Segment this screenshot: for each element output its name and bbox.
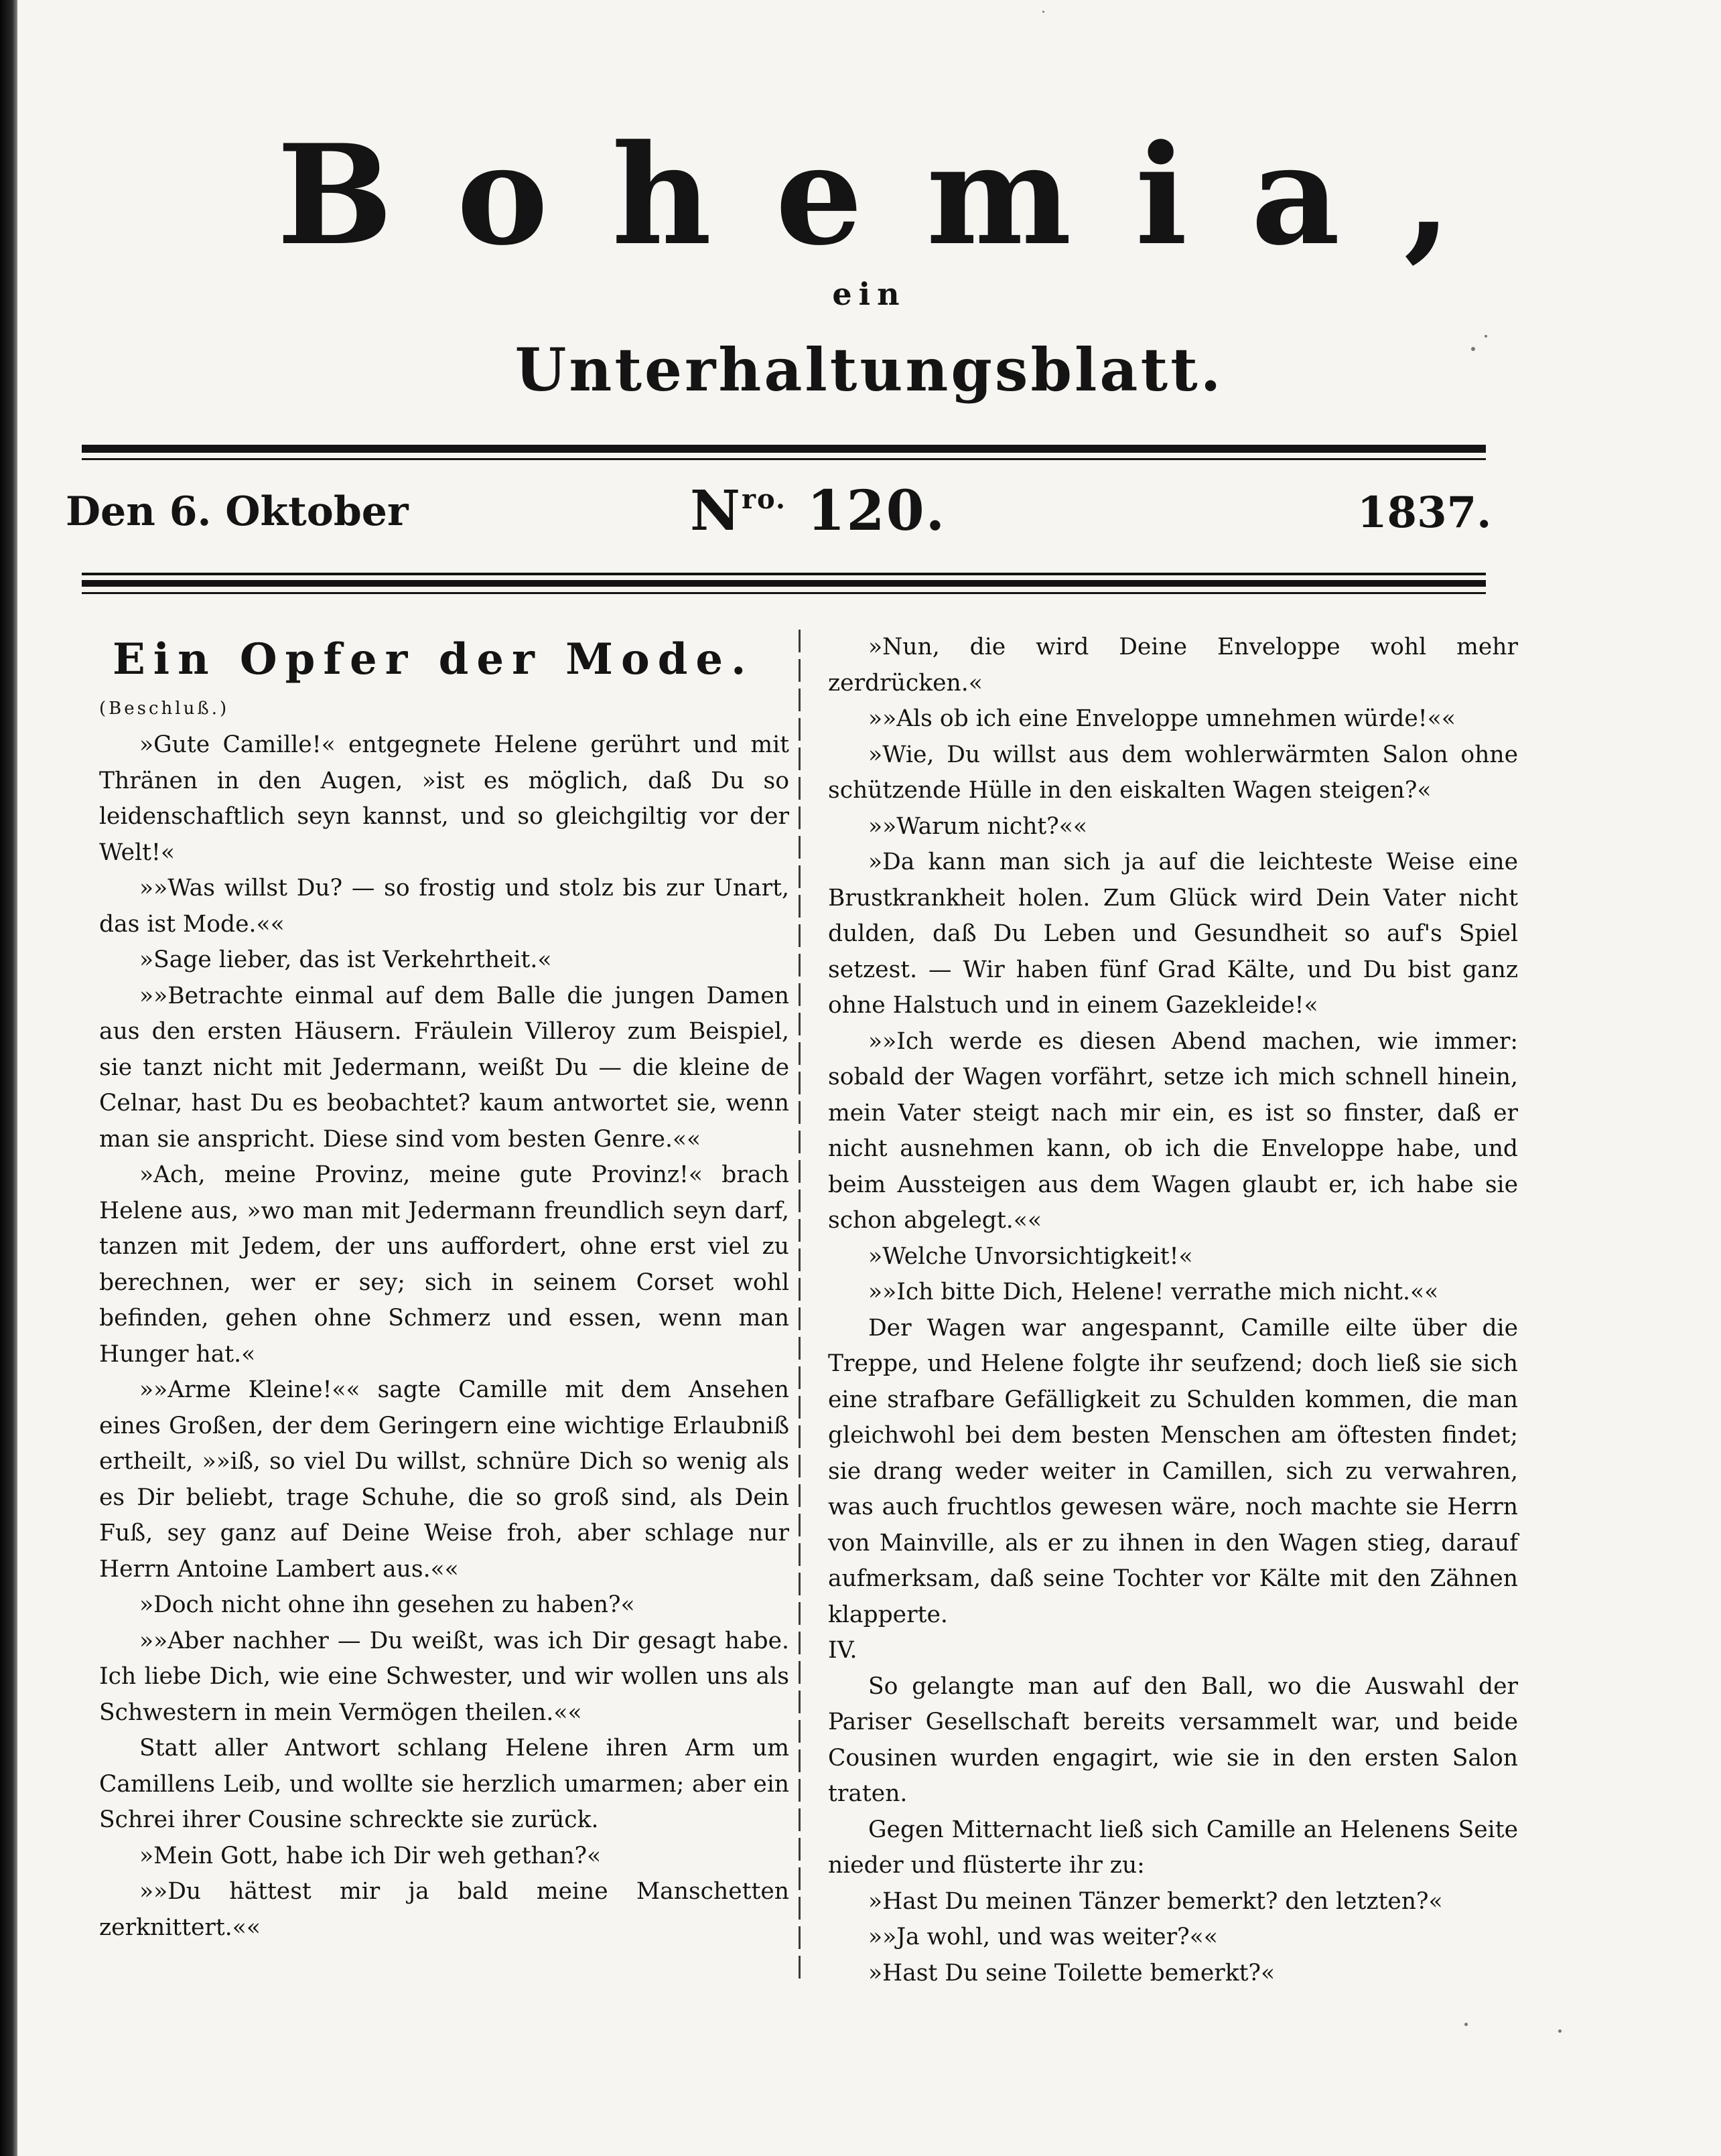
paragraph: »»Ich bitte Dich, Helene! verrathe mich nicht.«« [868, 1279, 1439, 1305]
paragraph: Statt aller Antwort schlang Helene ihren Arm um Camillens Leib, und wollte sie herzlich umarmen; aber ein Schrei ihrer Cousine schreckte sie zurück. [99, 1735, 789, 1833]
masthead-rule-thick [82, 445, 1486, 453]
paragraph: »»Aber nachher — Du weißt, was ich Dir gesagt habe. Ich liebe Dich, wie eine Schwester, und wir wollen uns als Schwestern in mein Vermögen theilen.«« [99, 1627, 789, 1726]
paper-speck [1558, 2029, 1562, 2033]
issue-number-sup: ro. [741, 484, 786, 515]
paper-speck [1464, 2023, 1468, 2026]
paragraph: Der Wagen war angespannt, Camille eilte über die Treppe, und Helene folgte ihr seufzend; doch ließ sie sich eine strafbare Gefälligkeit zu Schulden kommen, die man gleichwohl bei dem besten Menschen am öftesten findet; sie drang weder weiter in Camillen, sich zu verwahren, was auch fruchtlos gewesen wäre, noch machte sie Herrn von Mainville, als er zu ihnen in den Wagen stieg, darauf aufmerksam, daß seine Tochter vor Kälte mit den Zähnen klapperte. [828, 1314, 1518, 1628]
paragraph: »Sage lieber, das ist Verkehrtheit.« [139, 946, 552, 973]
section-marker: IV. [828, 1637, 857, 1664]
issue-number-prefix: N [690, 479, 742, 543]
page-edge-shadow [0, 0, 17, 2156]
paragraph: »Welche Unvorsichtigkeit!« [868, 1242, 1193, 1270]
paragraph: »»Du hättest mir ja bald meine Manschetten zerknittert.«« [99, 1878, 789, 1941]
issue-date: Den 6. Oktober [66, 488, 409, 535]
masthead-ein: ein [832, 276, 906, 312]
paragraph: »Hast Du meinen Tänzer bemerkt? den letzten?« [868, 1887, 1443, 1915]
masthead-title: Bohemia, [277, 115, 1515, 276]
paragraph: »»Ja wohl, und was weiter?«« [868, 1924, 1218, 1950]
newspaper-page [17, 0, 1721, 2156]
paragraph: »Nun, die wird Deine Enveloppe wohl mehr zerdrücken.« [828, 634, 1518, 697]
dateline-rule-3 [82, 592, 1486, 594]
dateline-rule-1 [82, 573, 1486, 575]
article-note: (Beschluß.) [99, 699, 230, 719]
paper-speck [1485, 335, 1487, 338]
paragraph: »»Arme Kleine!«« sagte Camille mit dem Ansehen eines Großen, der dem Geringern eine wichtige Erlaubniß ertheilt, »»iß, so viel Du willst, schnüre Dich so wenig als es Dir beliebt, trage Schuhe, die so groß sind, als Dein Fuß, sey ganz auf Deine Weise froh, aber schlage nur Herrn Antoine Lambert aus.«« [99, 1376, 789, 1583]
article-title: Ein Opfer der Mode. [113, 634, 754, 685]
paper-speck [1042, 11, 1044, 13]
paper-speck [1471, 347, 1475, 351]
paragraph: »Hast Du seine Toilette bemerkt?« [868, 1959, 1276, 1987]
paragraph: »»Betrachte einmal auf dem Balle die jungen Damen aus den ersten Häusern. Fräulein Villeroy zum Beispiel, sie tanzt nicht mit Jedermann, weißt Du — die kleine de Celnar, hast Du es beobachtet? kaum antwortet sie, wenn man sie anspricht. Diese sind vom besten Genre.«« [99, 982, 789, 1153]
paragraph: »»Ich werde es diesen Abend machen, wie immer: sobald der Wagen vorfährt, setze ich mich schnell hinein, mein Vater steigt nach mir ein, es ist so finster, daß er nicht ausnehmen kann, ob ich die Enveloppe habe, und beim Aussteigen aus dem Wagen glaubt er, ich habe sie schon abgelegt.«« [828, 1027, 1518, 1234]
paragraph: »Mein Gott, habe ich Dir weh gethan?« [139, 1842, 602, 1869]
paragraph: »Gute Camille!« entgegnete Helene gerührt und mit Thränen in den Augen, »ist es möglich, daß Du so leidenschaftlich seyn kannst, und so gleichgiltig vor der Welt!« [99, 731, 789, 866]
dateline-rule-2 [82, 580, 1486, 587]
masthead-subtitle: Unterhaltungsblatt. [514, 335, 1224, 405]
paragraph: »»Warum nicht?«« [868, 812, 1088, 840]
paragraph: Gegen Mitternacht ließ sich Camille an Helenens Seite nieder und flüsterte ihr zu: [828, 1816, 1518, 1879]
column-divider [799, 630, 801, 1983]
paragraph: »Da kann man sich ja auf die leichteste Weise eine Brustkrankheit holen. Zum Glück wird Dein Vater nicht dulden, daß Du Leben und Gesundheit so auf's Spiel setzest. — Wir haben fünf Grad Kälte, und Du bist ganz ohne Halstuch und in einem Gazekleide!« [828, 849, 1518, 1019]
paragraph: »Wie, Du willst aus dem wohlerwärmten Salon ohne schützende Hülle in den eiskalten Wagen steigen?« [828, 741, 1518, 804]
right-column [828, 630, 1518, 1991]
paragraph: »Ach, meine Provinz, meine gute Provinz!« brach Helene aus, »wo man mit Jedermann freundlich seyn darf, tanzen mit Jedem, der uns auffordert, ohne erst viel zu berechnen, wer er sey; sich in seinem Corset wohl befinden, gehen ohne Schmerz und essen, wenn man Hunger hat.« [99, 1161, 789, 1368]
paragraph: »Doch nicht ohne ihn gesehen zu haben?« [139, 1591, 635, 1618]
paragraph: »»Was willst Du? — so frostig und stolz bis zur Unart, das ist Mode.«« [99, 875, 789, 938]
issue-number-value: 120. [807, 479, 947, 543]
left-column [99, 630, 789, 1946]
issue-year: 1837. [1357, 488, 1492, 538]
issue-number [690, 479, 947, 543]
paragraph: »»Als ob ich eine Enveloppe umnehmen würde!«« [868, 705, 1456, 732]
masthead-rule-thin [82, 458, 1486, 460]
paragraph: So gelangte man auf den Ball, wo die Auswahl der Pariser Gesellschaft bereits versammelt war, und beide Cousinen wurden engagirt, wie sie in den ersten Salon traten. [828, 1672, 1518, 1807]
